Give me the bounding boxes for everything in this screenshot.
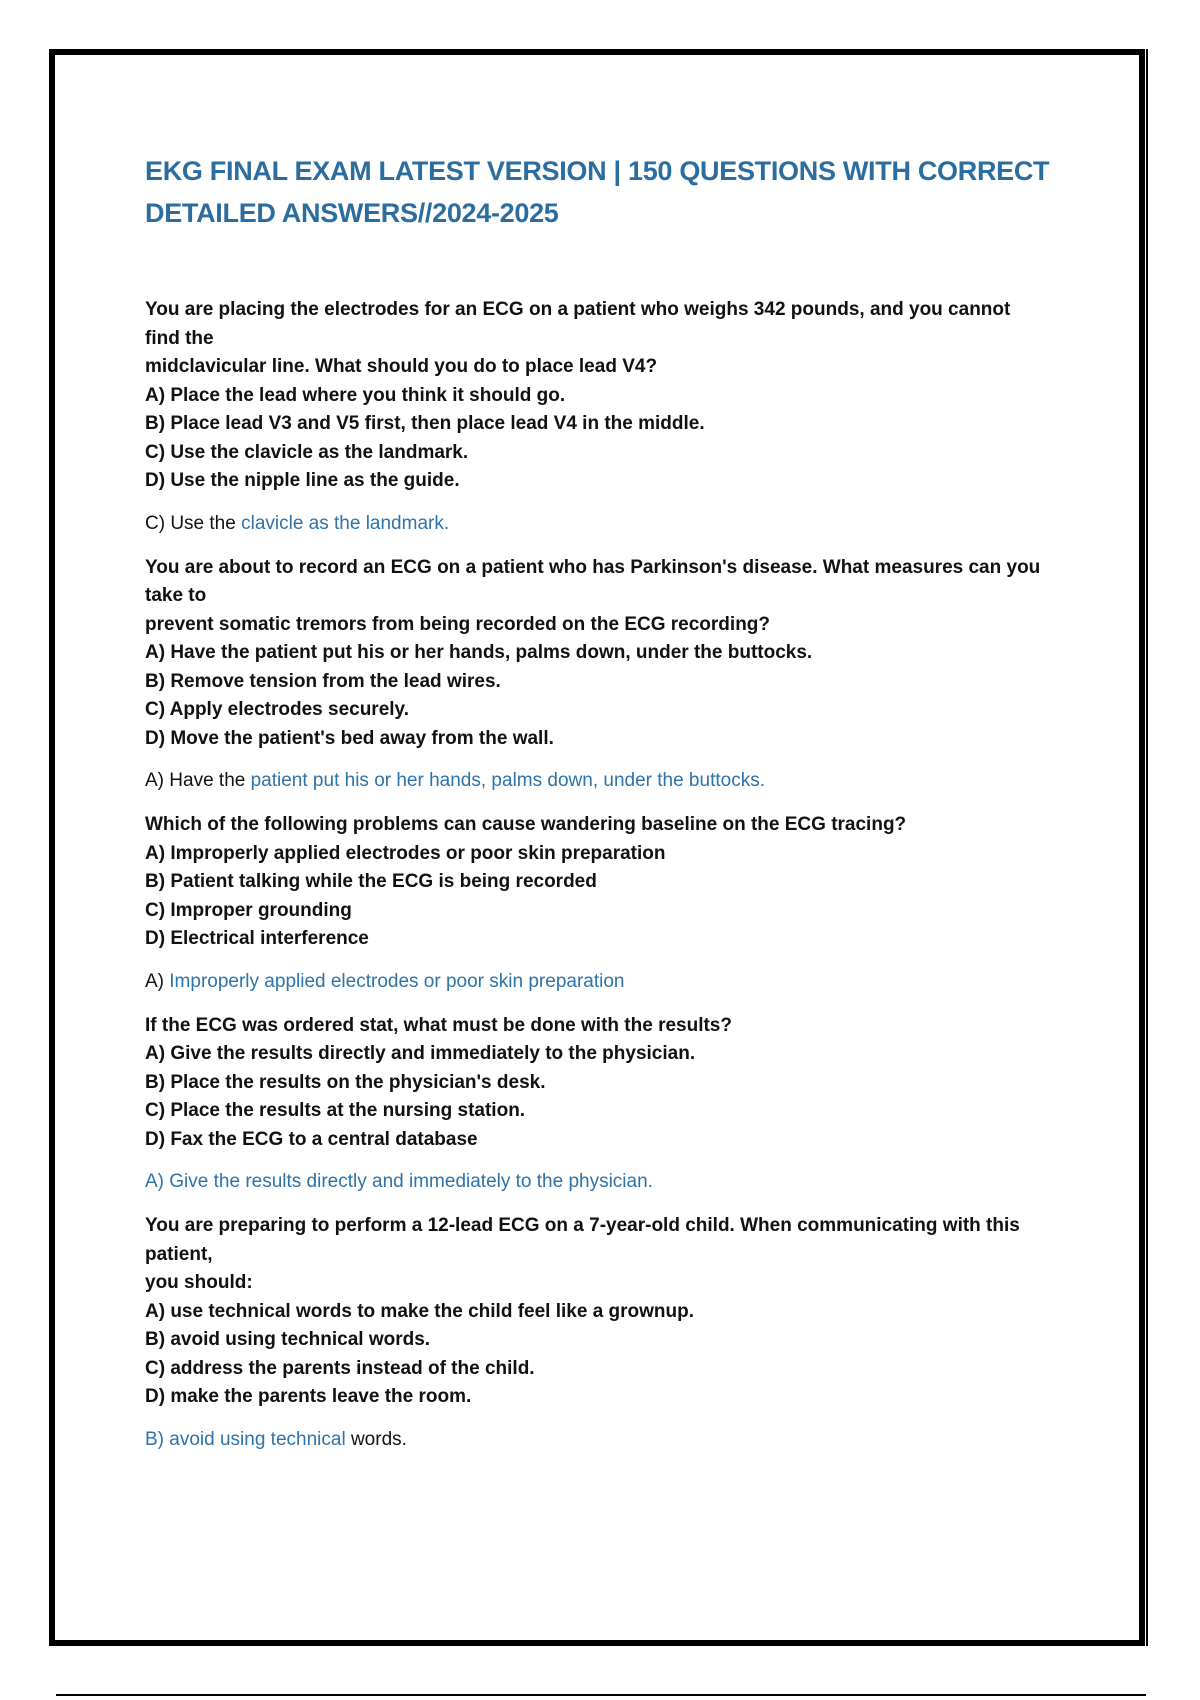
stem-line: You are preparing to perform a 12-lead ECG on a 7-year-old child. When communicating with this <box>145 1215 1020 1236</box>
option-b: B) Place the results on the physician's desk. <box>145 1071 546 1093</box>
option-d: D) Move the patient's bed away from the wall. <box>145 727 554 749</box>
answer-highlight: B) avoid using technical <box>145 1428 346 1450</box>
document-title <box>145 150 1065 234</box>
stem-line: Which of the following problems can cause wandering baseline on the ECG tracing? <box>145 814 907 835</box>
title-line-1: EKG FINAL EXAM LATEST VERSION | 150 QUESTIONS WITH CORRECT <box>145 156 1050 186</box>
correct-answer <box>145 968 1065 996</box>
option-c: C) Apply electrodes securely. <box>145 699 409 720</box>
stem-line: you should: <box>145 1272 253 1293</box>
question-stem <box>145 296 1065 382</box>
option-a: A) use technical words to make the child feel like a grownup. <box>145 1300 695 1322</box>
question-2 <box>145 554 1065 796</box>
question-stem <box>145 1012 1065 1041</box>
title-line-2: DETAILED ANSWERS//2024-2025 <box>145 198 559 228</box>
correct-answer <box>145 767 1065 795</box>
answer-plain: A) <box>145 970 170 992</box>
answer-highlight: patient put his or her hands, palms down, under the buttocks. <box>250 770 765 791</box>
option-b: B) Place lead V3 and V5 first, then place lead V4 in the middle. <box>145 413 705 434</box>
option-d: D) make the parents leave the room. <box>145 1386 472 1407</box>
question-stem <box>145 554 1065 640</box>
stem-line: You are about to record an ECG on a patient who has Parkinson's disease. What measures can you <box>145 556 1041 578</box>
option-c: C) address the parents instead of the child. <box>145 1357 535 1379</box>
answer-highlight: A) Give the results directly and immediately to the physician. <box>145 1171 653 1192</box>
option-a: A) Place the lead where you think it should go. <box>145 384 566 406</box>
question-3 <box>145 811 1065 996</box>
correct-answer <box>145 1426 1065 1454</box>
stem-line: find the <box>145 327 214 349</box>
question-5 <box>145 1212 1065 1454</box>
stem-line: You are placing the electrodes for an ECG on a patient who weighs 342 pounds, and you cannot <box>145 299 1011 320</box>
option-b: B) Patient talking while the ECG is being recorded <box>145 871 597 892</box>
correct-answer <box>145 510 1065 538</box>
answer-highlight: Improperly applied electrodes or poor skin preparation <box>169 970 625 992</box>
stem-line: take to <box>145 585 207 606</box>
option-a: A) Have the patient put his or her hands, palms down, under the buttocks. <box>145 642 813 663</box>
option-a: A) Improperly applied electrodes or poor skin preparation <box>145 842 666 864</box>
option-d: D) Use the nipple line as the guide. <box>145 470 460 491</box>
option-d: D) Fax the ECG to a central database <box>145 1128 478 1150</box>
document-body <box>145 150 1065 1470</box>
option-d: D) Electrical interference <box>145 928 369 949</box>
option-b: B) avoid using technical words. <box>145 1329 431 1350</box>
answer-plain: C) Use the <box>145 512 242 534</box>
option-c: C) Place the results at the nursing station. <box>145 1100 526 1121</box>
option-a: A) Give the results directly and immediately to the physician. <box>145 1043 696 1064</box>
question-4 <box>145 1012 1065 1197</box>
question-stem <box>145 811 1065 840</box>
answer-plain: A) Have the <box>145 770 251 791</box>
question-1 <box>145 296 1065 538</box>
question-list <box>145 296 1065 1454</box>
stem-line: patient, <box>145 1243 213 1265</box>
answer-highlight: clavicle as the landmark. <box>241 512 450 534</box>
option-c: C) Use the clavicle as the landmark. <box>145 441 469 463</box>
stem-line: midclavicular line. What should you do to place lead V4? <box>145 356 658 377</box>
option-c: C) Improper grounding <box>145 899 352 921</box>
question-stem <box>145 1212 1065 1298</box>
correct-answer <box>145 1168 1065 1196</box>
option-b: B) Remove tension from the lead wires. <box>145 670 501 692</box>
stem-line: If the ECG was ordered stat, what must be done with the results? <box>145 1014 732 1036</box>
answer-tail: words. <box>345 1428 407 1450</box>
stem-line: prevent somatic tremors from being recorded on the ECG recording? <box>145 613 771 635</box>
footer-divider <box>56 1694 1146 1696</box>
